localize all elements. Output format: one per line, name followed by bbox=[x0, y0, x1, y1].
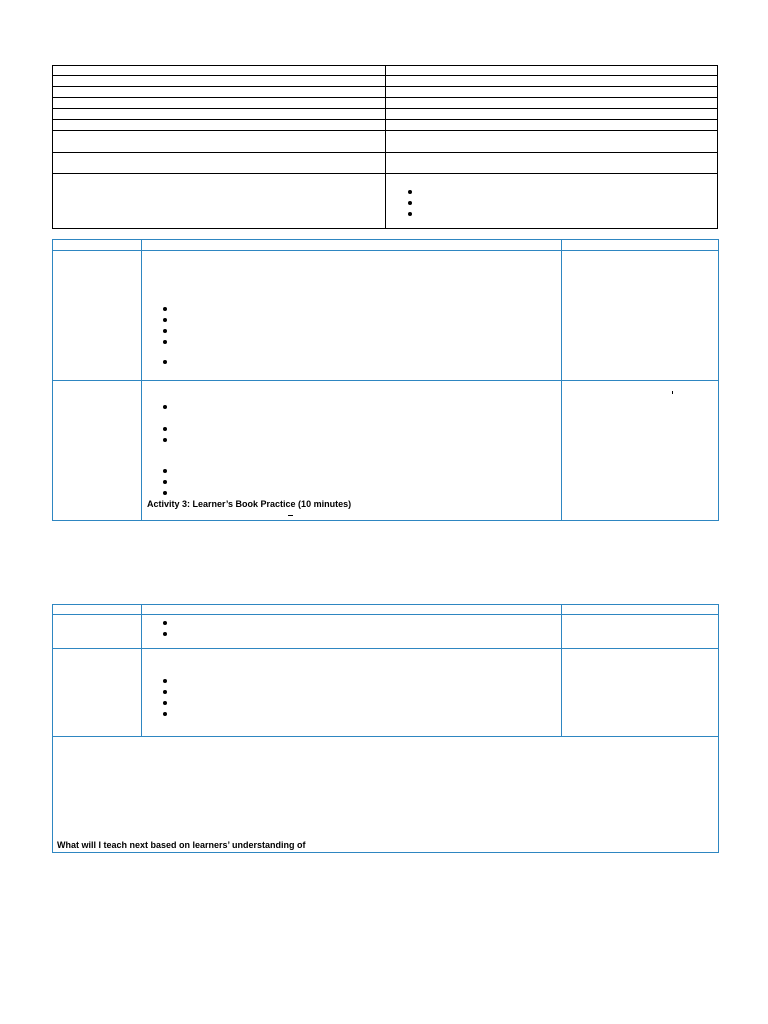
activity-header-cell bbox=[142, 605, 562, 615]
list-item bbox=[163, 315, 561, 326]
info-cell bbox=[53, 131, 386, 153]
info-cell bbox=[53, 153, 386, 174]
resources-cell bbox=[562, 381, 719, 521]
list-item bbox=[163, 477, 561, 488]
info-cell bbox=[53, 87, 386, 98]
reflection-question: What will I teach next based on learners’ understanding of bbox=[57, 840, 306, 850]
list-item bbox=[163, 402, 561, 413]
list-item bbox=[163, 424, 561, 435]
info-cell bbox=[53, 98, 386, 109]
list-item bbox=[163, 488, 561, 499]
list-item bbox=[163, 466, 561, 477]
phase-header-cell bbox=[53, 240, 142, 251]
activity-list bbox=[142, 615, 561, 640]
lesson-info-table bbox=[52, 65, 718, 229]
list-item bbox=[163, 709, 561, 720]
info-cell bbox=[53, 76, 386, 87]
list-item bbox=[163, 676, 561, 687]
info-cell bbox=[53, 109, 386, 120]
info-cell bbox=[386, 76, 718, 87]
activity-list bbox=[142, 413, 561, 446]
info-cell bbox=[53, 120, 386, 131]
activity-cell bbox=[142, 615, 562, 649]
list-item bbox=[163, 629, 561, 640]
activity-list bbox=[142, 251, 561, 348]
lesson-phases-table-1 bbox=[52, 239, 719, 521]
info-cell bbox=[386, 131, 718, 153]
phase-cell bbox=[53, 649, 142, 737]
phase-cell bbox=[53, 381, 142, 521]
resources-header-cell bbox=[562, 605, 719, 615]
activity-3-heading: Activity 3: Learner’s Book Practice (10 minutes) bbox=[147, 499, 352, 509]
info-cell bbox=[53, 174, 386, 229]
info-cell bbox=[386, 109, 718, 120]
list-item bbox=[163, 357, 561, 368]
list-item bbox=[163, 337, 561, 348]
activity-cell bbox=[142, 649, 562, 737]
resources-cell bbox=[562, 649, 719, 737]
resources-cell bbox=[562, 615, 719, 649]
info-cell bbox=[386, 66, 718, 76]
list-item bbox=[163, 618, 561, 629]
info-cell bbox=[386, 120, 718, 131]
list-item bbox=[163, 304, 561, 315]
list-item bbox=[163, 435, 561, 446]
activity-list bbox=[142, 381, 561, 413]
list-item bbox=[408, 210, 717, 221]
activity-header-cell bbox=[142, 240, 562, 251]
phase-cell bbox=[53, 251, 142, 381]
info-cell bbox=[53, 66, 386, 76]
list-item bbox=[408, 199, 717, 210]
phase-cell bbox=[53, 615, 142, 649]
info-cell bbox=[386, 153, 718, 174]
list-item bbox=[163, 698, 561, 709]
resources-cell bbox=[562, 251, 719, 381]
divider-mark bbox=[288, 515, 293, 516]
list-item bbox=[163, 326, 561, 337]
activity-cell bbox=[142, 251, 562, 381]
list-item bbox=[408, 188, 717, 199]
activity-list bbox=[142, 649, 561, 720]
info-cell bbox=[386, 87, 718, 98]
tick-mark bbox=[672, 391, 673, 394]
phase-header-cell bbox=[53, 605, 142, 615]
activity-cell bbox=[142, 381, 562, 521]
activity-list bbox=[142, 348, 561, 368]
reflection-cell bbox=[53, 737, 719, 853]
objectives-cell bbox=[386, 174, 718, 229]
list-item bbox=[163, 687, 561, 698]
resources-header-cell bbox=[562, 240, 719, 251]
activity-list bbox=[142, 446, 561, 499]
objectives-list bbox=[386, 188, 717, 221]
info-cell bbox=[386, 98, 718, 109]
lesson-phases-table-2 bbox=[52, 604, 719, 853]
